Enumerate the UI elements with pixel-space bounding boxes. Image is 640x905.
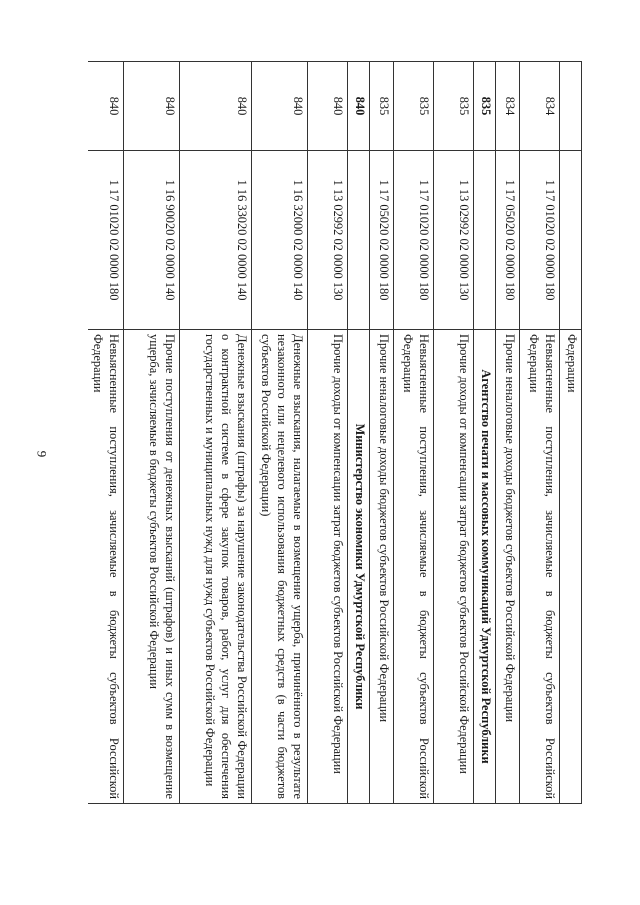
revenue-name-cell: Прочие неналоговые доходы бюджетов субъектов Российской Федерации [370, 330, 394, 804]
revenue-name-cell: Прочие доходы от компенсации затрат бюджетов субъектов Российской Федерации [308, 330, 348, 804]
revenue-code-cell: 1 16 33020 02 0000 140 [180, 151, 252, 330]
admin-code-cell: 840 [180, 62, 252, 151]
table-row [370, 62, 394, 804]
revenue-name-cell: Невыясненные поступления, зачисляемые в бюджеты субъектов Российской Федерации [520, 330, 560, 804]
revenue-name-cell: Прочие неналоговые доходы бюджетов субъектов Российской Федерации [496, 330, 520, 804]
admin-code-cell: 835 [434, 62, 474, 151]
table-row [180, 62, 252, 804]
revenue-name-cell: Агентство печати и массовых коммуникаций Удмуртской Республики [474, 330, 496, 804]
revenue-name-cell: Прочие поступления от денежных взысканий (штрафов) и иных сумм в возмещение ущерба, зачисляемые в бюджеты субъектов Российской Федерации [124, 330, 180, 804]
revenue-name-cell: Невыясненные поступления, зачисляемые в бюджеты субъектов Российской Федерации [394, 330, 434, 804]
revenue-code-cell: 1 17 01020 02 0000 180 [394, 151, 434, 330]
rotated-table-container [88, 61, 582, 804]
revenue-name-cell: Министерство экономики Удмуртской Республики [348, 330, 370, 804]
revenue-name-cell: Прочие доходы от компенсации затрат бюджетов субъектов Российской Федерации [434, 330, 474, 804]
table-body [88, 62, 582, 804]
table-row [520, 62, 560, 804]
revenue-code-cell: 1 17 05020 02 0000 180 [370, 151, 394, 330]
rotated-page-frame [88, 61, 582, 804]
table-row [560, 62, 582, 804]
revenue-code-cell: 1 17 05020 02 0000 180 [496, 151, 520, 330]
revenue-code-cell: 1 17 01020 02 0000 180 [520, 151, 560, 330]
revenue-code-cell: 1 17 01020 02 0000 180 [88, 151, 124, 330]
table-row [252, 62, 308, 804]
admin-code-cell: 834 [520, 62, 560, 151]
revenue-code-cell [348, 151, 370, 330]
revenue-code-cell: 1 16 90020 02 0000 140 [124, 151, 180, 330]
revenue-code-cell [474, 151, 496, 330]
table-row [88, 62, 124, 804]
revenue-name-cell: Денежные взыскания (штрафы) за нарушение законодательства Российской Федерации о контрактной системе в сфере закупок товаров, работ, услуг для обеспечения государственных и муниципальных нужд для нужд субъектов Российской Федерации [180, 330, 252, 804]
revenue-name-cell: Денежные взыскания, налагаемые в возмещение ущерба, причинённого в результате незаконного или нецелевого использования бюджетных средств (в части бюджетов субъектов Российской Федерации) [252, 330, 308, 804]
revenue-name-cell: Федерации [560, 330, 582, 804]
revenue-code-cell [560, 151, 582, 330]
page-number: 9 [34, 450, 50, 458]
table-row [394, 62, 434, 804]
revenue-name-cell: Невыясненные поступления, зачисляемые в бюджеты субъектов Российской Федерации [88, 330, 124, 804]
table-row [308, 62, 348, 804]
admin-code-cell: 840 [88, 62, 124, 151]
admin-code-cell [560, 62, 582, 151]
table-row [496, 62, 520, 804]
table-section-header-row [348, 62, 370, 804]
admin-code-cell: 840 [308, 62, 348, 151]
revenue-code-cell: 1 13 02992 02 0000 130 [308, 151, 348, 330]
admin-code-cell: 835 [370, 62, 394, 151]
admin-code-cell: 840 [252, 62, 308, 151]
table-row [434, 62, 474, 804]
table-row [124, 62, 180, 804]
revenue-code-cell: 1 16 32000 02 0000 140 [252, 151, 308, 330]
admin-code-cell: 840 [124, 62, 180, 151]
admin-code-cell: 835 [474, 62, 496, 151]
admin-code-cell: 834 [496, 62, 520, 151]
revenue-code-cell: 1 13 02992 02 0000 130 [434, 151, 474, 330]
admin-code-cell: 835 [394, 62, 434, 151]
admin-code-cell: 840 [348, 62, 370, 151]
table-section-header-row [474, 62, 496, 804]
revenue-codes-table [88, 61, 582, 804]
